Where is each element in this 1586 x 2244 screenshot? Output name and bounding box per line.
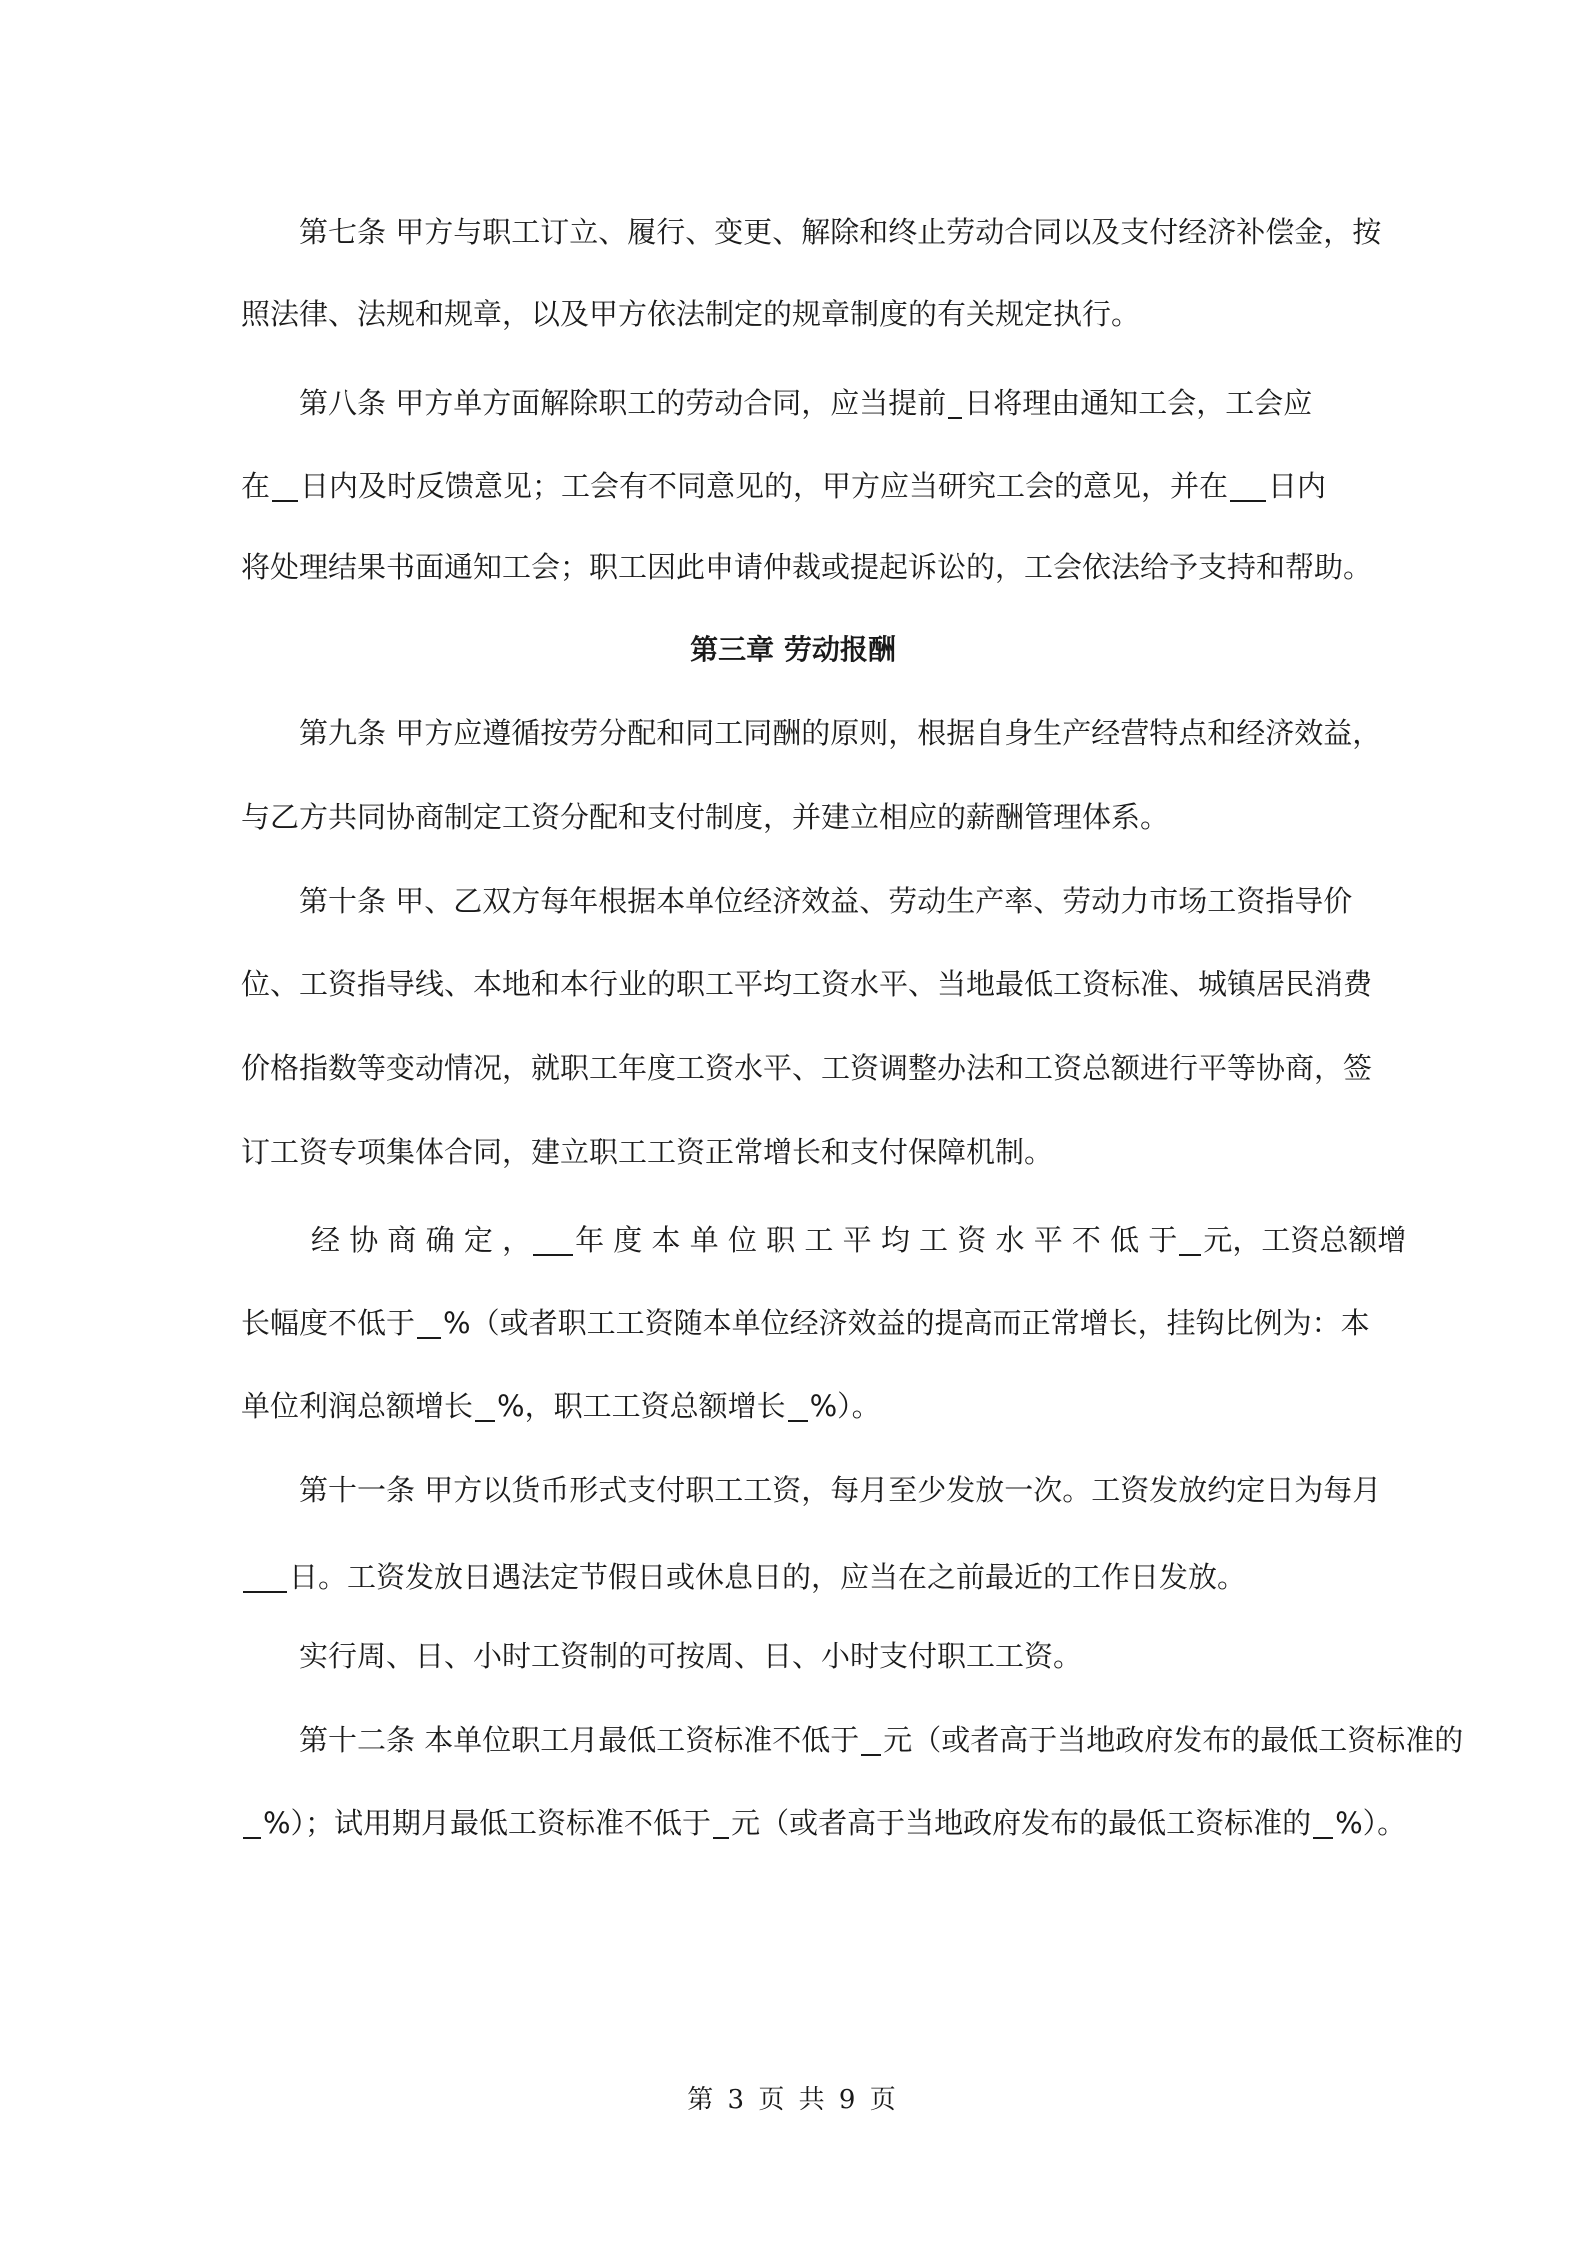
article8-text: 日内 [1268, 469, 1327, 503]
article10b-line3 [241, 1386, 881, 1426]
article10b-line2 [241, 1303, 1370, 1343]
article12-text: %）。 [1335, 1806, 1407, 1840]
article10-line1: 第十条 甲、乙双方每年根据本单位经济效益、劳动生产率、劳动力市场工资指导价 [299, 884, 1353, 918]
fill-in-blank [243, 1561, 287, 1593]
article11-text: 日。工资发放日遇法定节假日或休息日的，应当在之前最近的工作日发放。 [289, 1560, 1247, 1594]
fill-in-blank [861, 1724, 881, 1756]
fill-in-blank [1313, 1807, 1333, 1839]
article10b-text: 单位利润总额增长 [241, 1389, 474, 1423]
article12-text: 元（或者高于当地政府发布的最低工资标准的 [883, 1723, 1464, 1757]
article9-line2: 与乙方共同协商制定工资分配和支付制度，并建立相应的薪酬管理体系。 [241, 800, 1170, 834]
article10b-text: %（或者职工工资随本单位经济效益的提高而正常增长，挂钩比例为：本 [443, 1306, 1370, 1340]
article8-line2 [241, 466, 1326, 506]
fill-in-blank [475, 1390, 495, 1422]
fill-in-blank [1179, 1224, 1201, 1256]
fill-in-blank [243, 1807, 261, 1839]
article10-line2: 位、工资指导线、本地和本行业的职工平均工资水平、当地最低工资标准、城镇居民消费 [241, 967, 1373, 1001]
fill-in-blank [272, 470, 298, 502]
fill-in-blank [417, 1307, 441, 1339]
article7-line1: 第七条 甲方与职工订立、履行、变更、解除和终止劳动合同以及支付经济补偿金，按 [299, 215, 1382, 249]
fill-in-blank [1230, 470, 1266, 502]
fill-in-blank [948, 387, 962, 419]
article11-line1: 第十一条 甲方以货币形式支付职工工资，每月至少发放一次。工资发放约定日为每月 [299, 1473, 1382, 1507]
article12-text: 第十二条 本单位职工月最低工资标准不低于 [299, 1723, 860, 1757]
article10b-text: 长幅度不低于 [241, 1306, 416, 1340]
article8-line1 [299, 383, 1312, 423]
article8-text: 日内及时反馈意见；工会有不同意见的，甲方应当研究工会的意见，并在 [300, 469, 1229, 503]
article12-line1 [299, 1720, 1463, 1760]
article8-text: 日将理由通知工会，工会应 [964, 386, 1313, 420]
article10b-text: %）。 [809, 1389, 881, 1423]
article10b-line1 [311, 1220, 1406, 1260]
article11-line3: 实行周、日、小时工资制的可按周、日、小时支付职工工资。 [299, 1639, 1083, 1673]
chapter-heading: 第三章 劳动报酬 [690, 633, 896, 666]
article7-line2: 照法律、法规和规章，以及甲方依法制定的规章制度的有关规定执行。 [241, 297, 1141, 331]
page-number: 第 3 页 共 9 页 [687, 2085, 899, 2115]
article12-line2 [241, 1803, 1406, 1843]
article8-line3: 将处理结果书面通知工会；职工因此申请仲裁或提起诉讼的，工会依法给予支持和帮助。 [241, 550, 1373, 584]
article10b-text: %，职工工资总额增长 [497, 1389, 786, 1423]
article8-text: 第八条 甲方单方面解除职工的劳动合同，应当提前 [299, 386, 947, 420]
article8-text: 在 [241, 469, 271, 503]
article10-line4: 订工资专项集体合同，建立职工工资正常增长和支付保障机制。 [241, 1135, 1054, 1169]
fill-in-blank [533, 1224, 573, 1256]
article11-line2 [241, 1557, 1246, 1597]
article10b-text: 年 度 本 单 位 职 工 平 均 工 资 水 平 不 低 于 [575, 1223, 1178, 1257]
article12-text: %）；试用期月最低工资标准不低于 [263, 1806, 712, 1840]
article10b-text: 经 协 商 确 定 ， [311, 1223, 532, 1257]
fill-in-blank [788, 1390, 808, 1422]
article10b-text: 元，工资总额增 [1203, 1223, 1407, 1257]
article10-line3: 价格指数等变动情况，就职工年度工资水平、工资调整办法和工资总额进行平等协商，签 [241, 1051, 1373, 1085]
fill-in-blank [713, 1807, 729, 1839]
article12-text: 元（或者高于当地政府发布的最低工资标准的 [731, 1806, 1312, 1840]
article9-line1: 第九条 甲方应遵循按劳分配和同工同酬的原则，根据自身生产经营特点和经济效益， [299, 716, 1382, 750]
